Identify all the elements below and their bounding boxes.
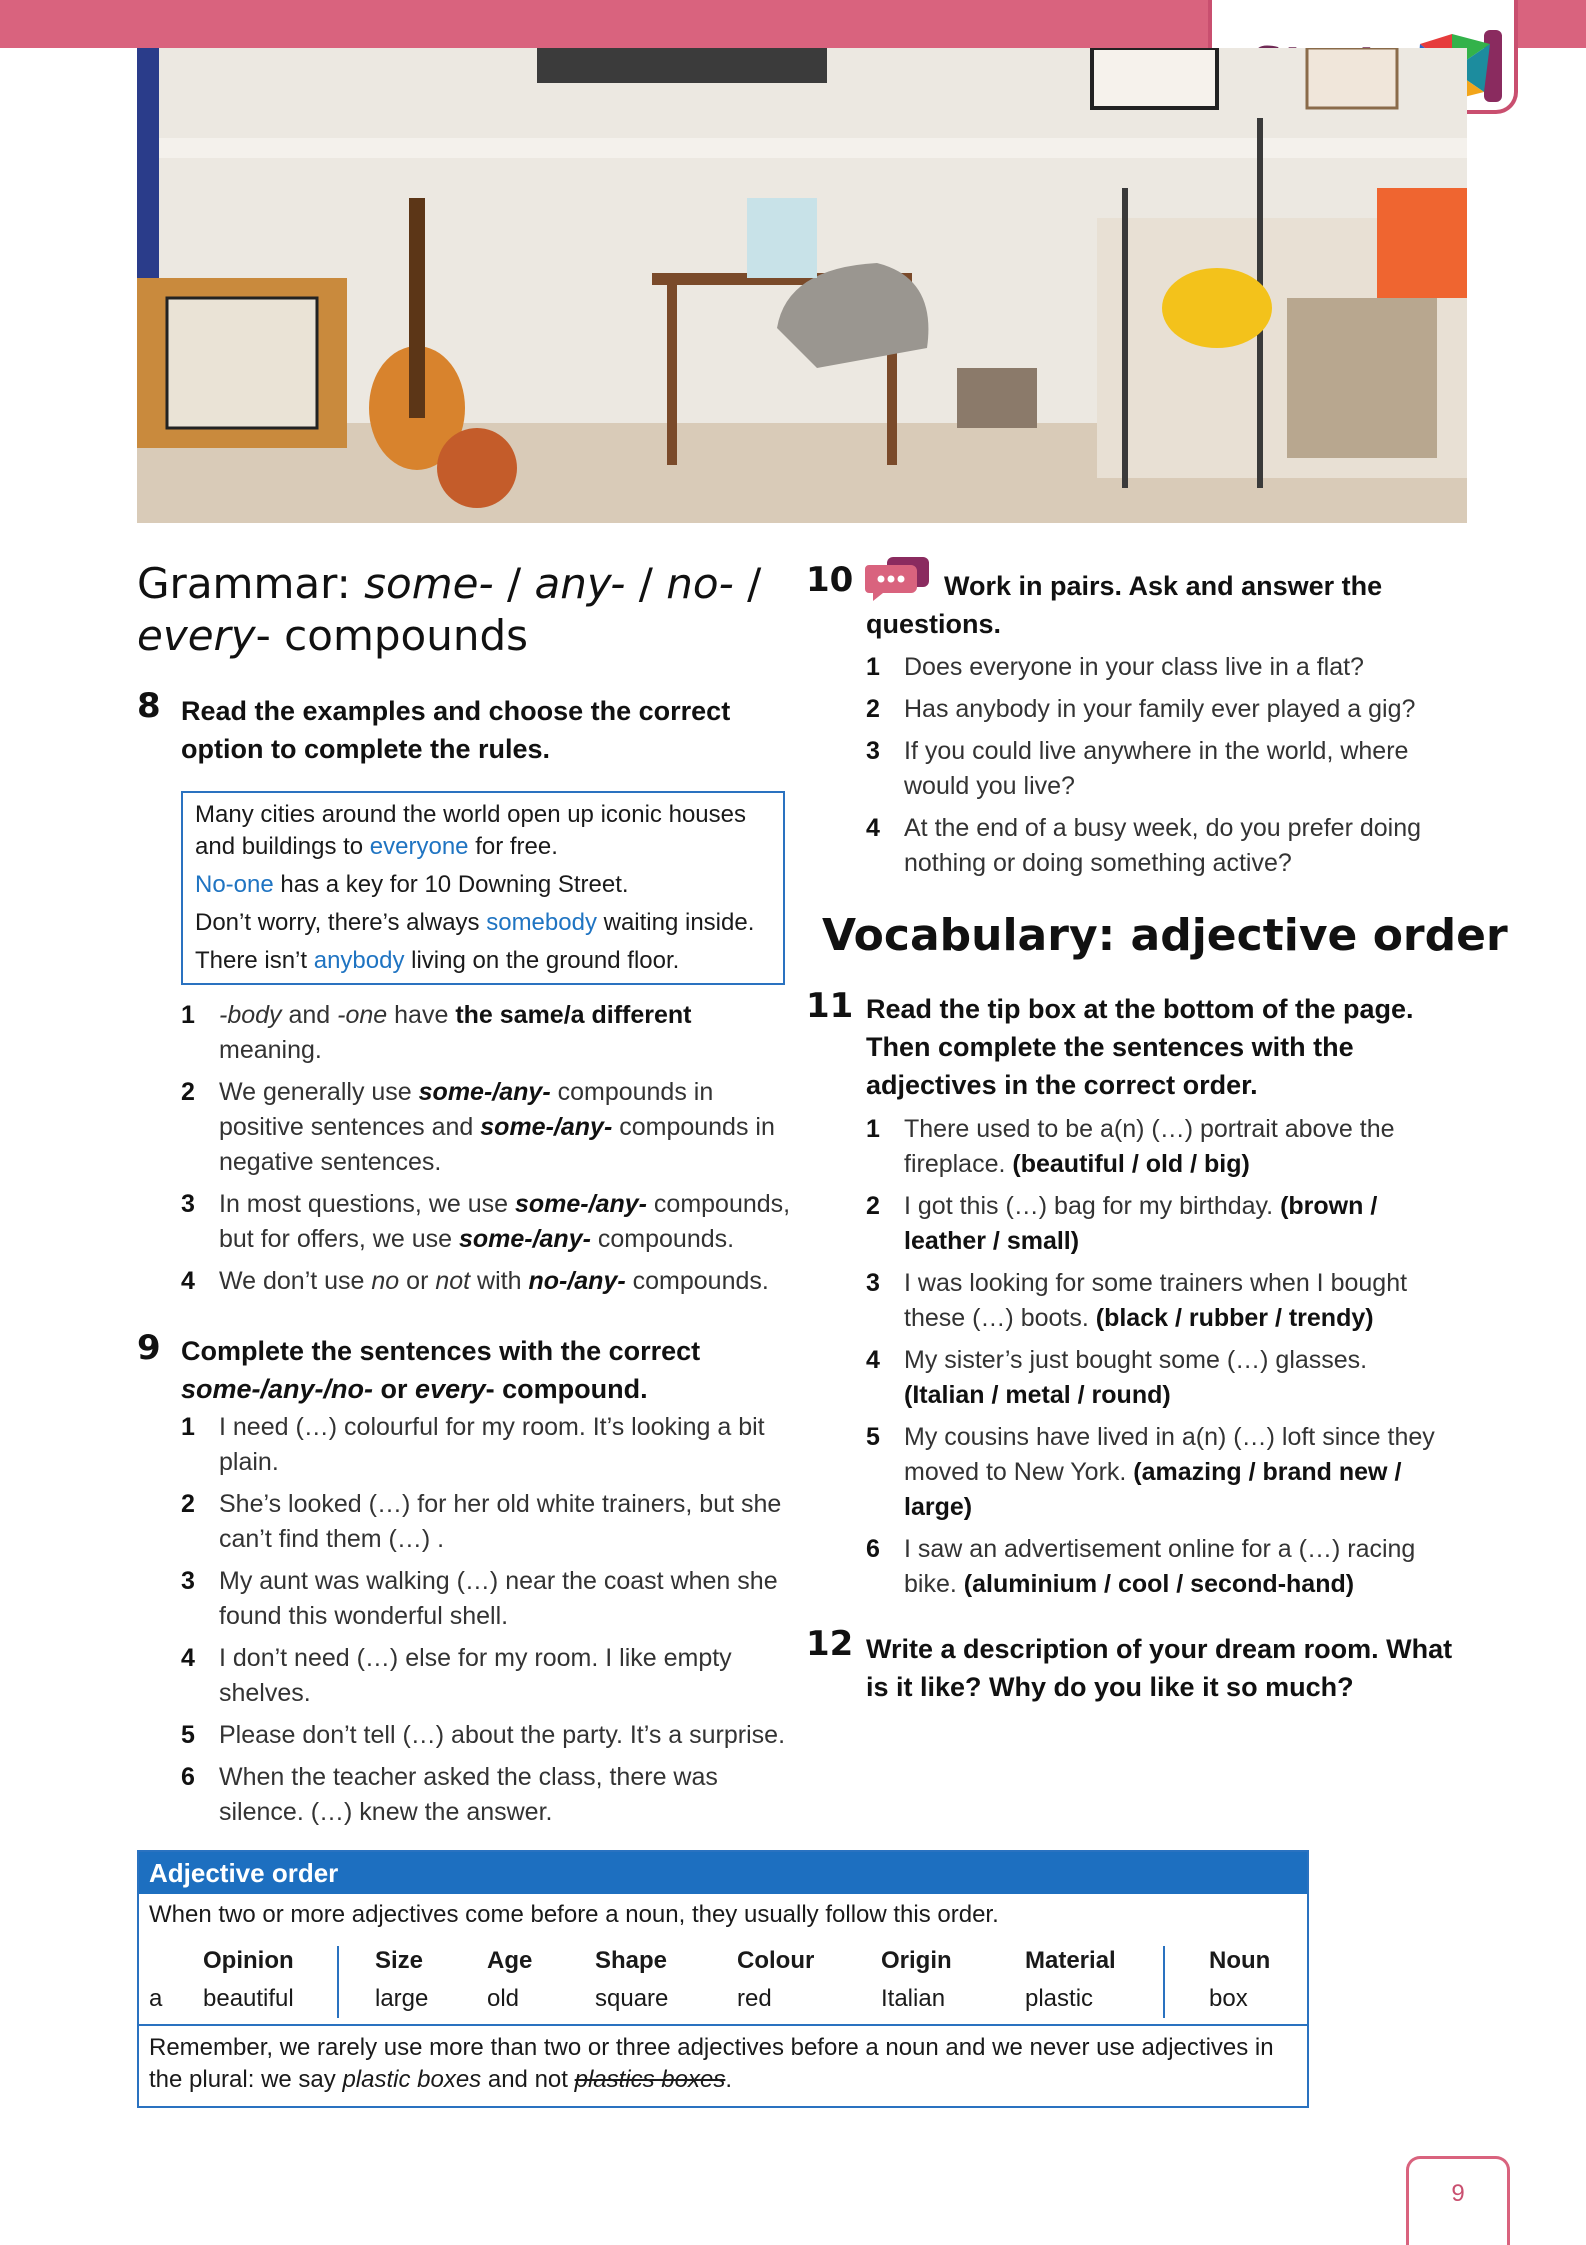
table-cell: a — [149, 1985, 163, 2012]
item-number: 1 — [866, 1115, 880, 1143]
table-cell: square — [595, 1985, 669, 2012]
table-cell: red — [737, 1985, 772, 2012]
item-text: compounds. — [590, 1225, 735, 1253]
item-number: 4 — [866, 1346, 880, 1374]
exercise-11-number: 11 — [806, 986, 854, 1026]
list-item — [866, 734, 1466, 804]
table-cell: beautiful — [203, 1985, 294, 2012]
item-text: I got this (…) bag for my birthday. — [904, 1192, 1281, 1220]
choice-option: some-/any- — [418, 1078, 551, 1106]
list-item — [866, 1532, 1446, 1602]
item-text: She’s looked (…) for her old white trainers, but she can’t find them (…) . — [219, 1490, 782, 1553]
item-text: My sister’s just bought some (…) glasses. — [904, 1346, 1368, 1374]
table-header: Age — [487, 1947, 533, 1974]
adjective-options: (Italian / metal / round) — [904, 1381, 1171, 1409]
item-text: There used to be a(n) (…) portrait above the fireplace. — [904, 1115, 1395, 1178]
page-number: 9 — [1406, 2156, 1510, 2245]
item-text: Does everyone in your class live in a flat? — [904, 653, 1364, 681]
grammar-heading-sep-end: / — [733, 559, 762, 608]
exercise-8-rules — [181, 998, 801, 1306]
example-line-4 — [195, 945, 783, 977]
item-number: 6 — [181, 1763, 195, 1791]
list-item — [181, 1075, 801, 1180]
exercise-12-number: 12 — [806, 1624, 854, 1664]
example-text: has a key for 10 Downing Street. — [273, 871, 629, 898]
item-number: 2 — [866, 1192, 880, 1220]
item-number: 3 — [866, 1269, 880, 1297]
item-text: If you could live anywhere in the world, where would you live? — [904, 737, 1409, 800]
exercise-9-number: 9 — [137, 1328, 161, 1368]
exercise-10-number: 10 — [806, 560, 854, 600]
bedroom-photo — [137, 48, 1467, 523]
column-divider — [1163, 1946, 1165, 2018]
item-number: 4 — [866, 814, 880, 842]
list-item — [866, 1343, 1446, 1413]
exercise-12-instruction: Write a description of your dream room. What is it like? Why do you like it so much? — [866, 1634, 1453, 1702]
table-header: Noun — [1209, 1947, 1271, 1974]
table-column — [487, 1942, 532, 2018]
article-column — [149, 1942, 162, 2018]
adjective-options: (beautiful / old / big) — [1012, 1150, 1250, 1178]
item-number: 6 — [866, 1535, 880, 1563]
table-cell: large — [375, 1985, 429, 2012]
note-italic: plastic boxes — [342, 2066, 482, 2093]
grammar-heading-sep: / — [493, 559, 535, 608]
table-header: Size — [375, 1947, 424, 1974]
item-text: compounds in positive sentences and — [219, 1078, 714, 1141]
list-item — [866, 1112, 1446, 1182]
table-column — [737, 1942, 814, 2018]
example-text: Many cities around the world open up iconic houses and buildings to — [195, 801, 746, 860]
item-text: My aunt was walking (…) near the coast when she found this wonderful shell. — [219, 1567, 778, 1630]
example-text: for free. — [468, 833, 558, 860]
list-item — [181, 1410, 801, 1480]
exercise-9-items — [181, 1410, 801, 1837]
grammar-heading-every: every — [137, 611, 256, 660]
note-strikethrough: plastics boxes — [574, 2066, 726, 2093]
table-header: Colour — [737, 1947, 815, 1974]
item-text: At the end of a busy week, do you prefer doing nothing or doing something active? — [904, 814, 1422, 877]
example-keyword: anybody — [313, 947, 405, 974]
instruction-text: Complete the sentences with the correct — [181, 1336, 701, 1366]
item-text: I don’t need (…) else for my room. I like empty shelves. — [219, 1644, 732, 1707]
item-number: 3 — [181, 1567, 195, 1595]
item-number: 4 — [181, 1267, 195, 1295]
tip-box-note — [139, 2024, 1307, 2108]
adjective-options: (aluminium / cool / second-hand) — [963, 1570, 1355, 1598]
choice-option: some-/any- — [458, 1225, 591, 1253]
list-item — [181, 1564, 801, 1634]
examples-box — [181, 791, 785, 985]
choice-option: no-/any- — [528, 1267, 626, 1295]
item-text: I need (…) colourful for my room. It’s looking a bit plain. — [219, 1413, 765, 1476]
item-number: 2 — [181, 1490, 195, 1518]
item-number: 3 — [866, 737, 880, 765]
grammar-heading — [137, 558, 777, 662]
item-text: compounds in negative sentences. — [219, 1113, 775, 1176]
list-item — [181, 1760, 801, 1830]
item-text: We generally use — [219, 1078, 419, 1106]
item-italic: no — [371, 1267, 400, 1295]
list-item — [866, 1420, 1446, 1525]
note-text: Remember, we rarely use more than two or three adjectives before a noun and we never use adjectives in the plural: we say — [149, 2034, 1274, 2093]
item-text: When the teacher asked the class, there was silence. (…) knew the answer. — [219, 1763, 718, 1826]
tip-box-intro: When two or more adjectives come before a noun, they usually follow this order. — [149, 1901, 999, 1928]
table-cell: Italian — [881, 1985, 946, 2012]
adjective-order-table — [139, 1936, 1307, 2024]
column-divider — [337, 1946, 339, 2018]
adjective-options: (black / rubber / trendy) — [1095, 1304, 1374, 1332]
item-text: compounds. — [625, 1267, 769, 1295]
exercise-11-instruction: Read the tip box at the bottom of the page. Then complete the sentences with the adjectives in the correct order. — [866, 994, 1414, 1100]
instruction-text: or — [373, 1374, 416, 1404]
item-text: and — [281, 1001, 338, 1029]
table-cell: box — [1209, 1985, 1248, 2012]
table-cell: old — [487, 1985, 520, 2012]
item-number: 1 — [866, 653, 880, 681]
list-item — [866, 1189, 1446, 1259]
vocabulary-heading: Vocabulary: adjective order — [822, 910, 1508, 961]
grammar-heading-no: no- — [666, 559, 734, 608]
note-text: and not — [481, 2066, 575, 2093]
item-text: or — [399, 1267, 436, 1295]
example-line-1 — [195, 799, 783, 863]
item-text: In most questions, we use — [219, 1190, 515, 1218]
item-text: My cousins have lived in a(n) (…) loft since they moved to New York. — [904, 1423, 1435, 1486]
item-text: have — [387, 1001, 456, 1029]
exercise-8-number: 8 — [137, 686, 161, 726]
choice-option: the same/a different — [455, 1001, 692, 1029]
table-header: Origin — [881, 1947, 952, 1974]
item-number: 4 — [181, 1644, 195, 1672]
example-text: living on the ground floor. — [404, 947, 680, 974]
example-keyword: No-one — [195, 871, 274, 898]
example-keyword: somebody — [486, 909, 597, 936]
grammar-heading-prefix: Grammar: — [137, 559, 365, 608]
item-text: We don’t use — [219, 1267, 372, 1295]
example-line-2 — [195, 869, 783, 901]
item-text: Has anybody in your family ever played a gig? — [904, 695, 1416, 723]
instruction-italic: every — [415, 1374, 486, 1404]
item-text: meaning. — [219, 1036, 322, 1064]
item-text: I saw an advertisement online for a (…) racing bike. — [904, 1535, 1416, 1598]
grammar-heading-sep: / — [625, 559, 667, 608]
exercise-9-instruction — [181, 1332, 761, 1408]
adjective-options: (brown / leather / small) — [904, 1192, 1378, 1255]
item-number: 5 — [866, 1423, 880, 1451]
item-italic: not — [435, 1267, 471, 1295]
exercise-11-items — [866, 1112, 1446, 1609]
table-column — [203, 1942, 294, 2018]
item-text: I was looking for some trainers when I bought these (…) boots. — [904, 1269, 1408, 1332]
instruction-italic: some-/any-/no- — [181, 1374, 374, 1404]
list-item — [181, 1487, 801, 1557]
table-column — [595, 1942, 668, 2018]
grammar-heading-suffix: - compounds — [255, 611, 529, 660]
item-number: 2 — [181, 1078, 195, 1106]
item-number: 3 — [181, 1190, 195, 1218]
list-item — [181, 1264, 801, 1299]
note-text: . — [725, 2066, 733, 2093]
item-text: Please don’t tell (…) about the party. It’s a surprise. — [219, 1721, 786, 1749]
grammar-heading-any: any- — [534, 559, 626, 608]
choice-option: some-/any- — [514, 1190, 647, 1218]
table-column — [1209, 1942, 1270, 2018]
table-header: Material — [1025, 1947, 1116, 1974]
item-number: 5 — [181, 1721, 195, 1749]
list-item — [866, 1266, 1446, 1336]
table-column — [881, 1942, 952, 2018]
example-text: There isn’t — [195, 947, 314, 974]
table-column — [375, 1942, 428, 2018]
exercise-8-instruction: Read the examples and choose the correct option to complete the rules. — [181, 696, 731, 764]
example-line-3 — [195, 907, 783, 939]
table-header: Opinion — [203, 1947, 294, 1974]
item-text: with — [470, 1267, 529, 1295]
item-number: 1 — [181, 1413, 195, 1441]
item-italic: -one — [337, 1001, 388, 1029]
list-item — [181, 1641, 801, 1711]
example-text: Don’t worry, there’s always — [195, 909, 487, 936]
list-item — [181, 1718, 801, 1753]
list-item — [866, 811, 1466, 881]
list-item — [181, 1187, 801, 1257]
item-number: 1 — [181, 1001, 195, 1029]
exercise-10-instruction: Work in pairs. Ask and answer the questions. — [866, 571, 1383, 639]
item-italic: -body — [219, 1001, 282, 1029]
example-keyword: everyone — [369, 833, 469, 860]
item-number: 2 — [866, 695, 880, 723]
list-item — [866, 650, 1466, 685]
exercise-10-items — [866, 650, 1466, 888]
example-text: waiting inside. — [596, 909, 755, 936]
tip-box-adjective-order — [137, 1850, 1309, 2108]
item-text: compounds, but for offers, we use — [219, 1190, 791, 1253]
grammar-heading-some: some- — [364, 559, 494, 608]
list-item — [866, 692, 1466, 727]
instruction-text: - compound. — [485, 1374, 648, 1404]
adjective-options: (amazing / brand new / large) — [904, 1458, 1402, 1521]
table-cell: plastic — [1025, 1985, 1094, 2012]
table-column — [1025, 1942, 1116, 2018]
table-header: Shape — [595, 1947, 668, 1974]
tip-box-title: Adjective order — [139, 1852, 1307, 1894]
list-item — [181, 998, 801, 1068]
choice-option: some-/any- — [480, 1113, 613, 1141]
